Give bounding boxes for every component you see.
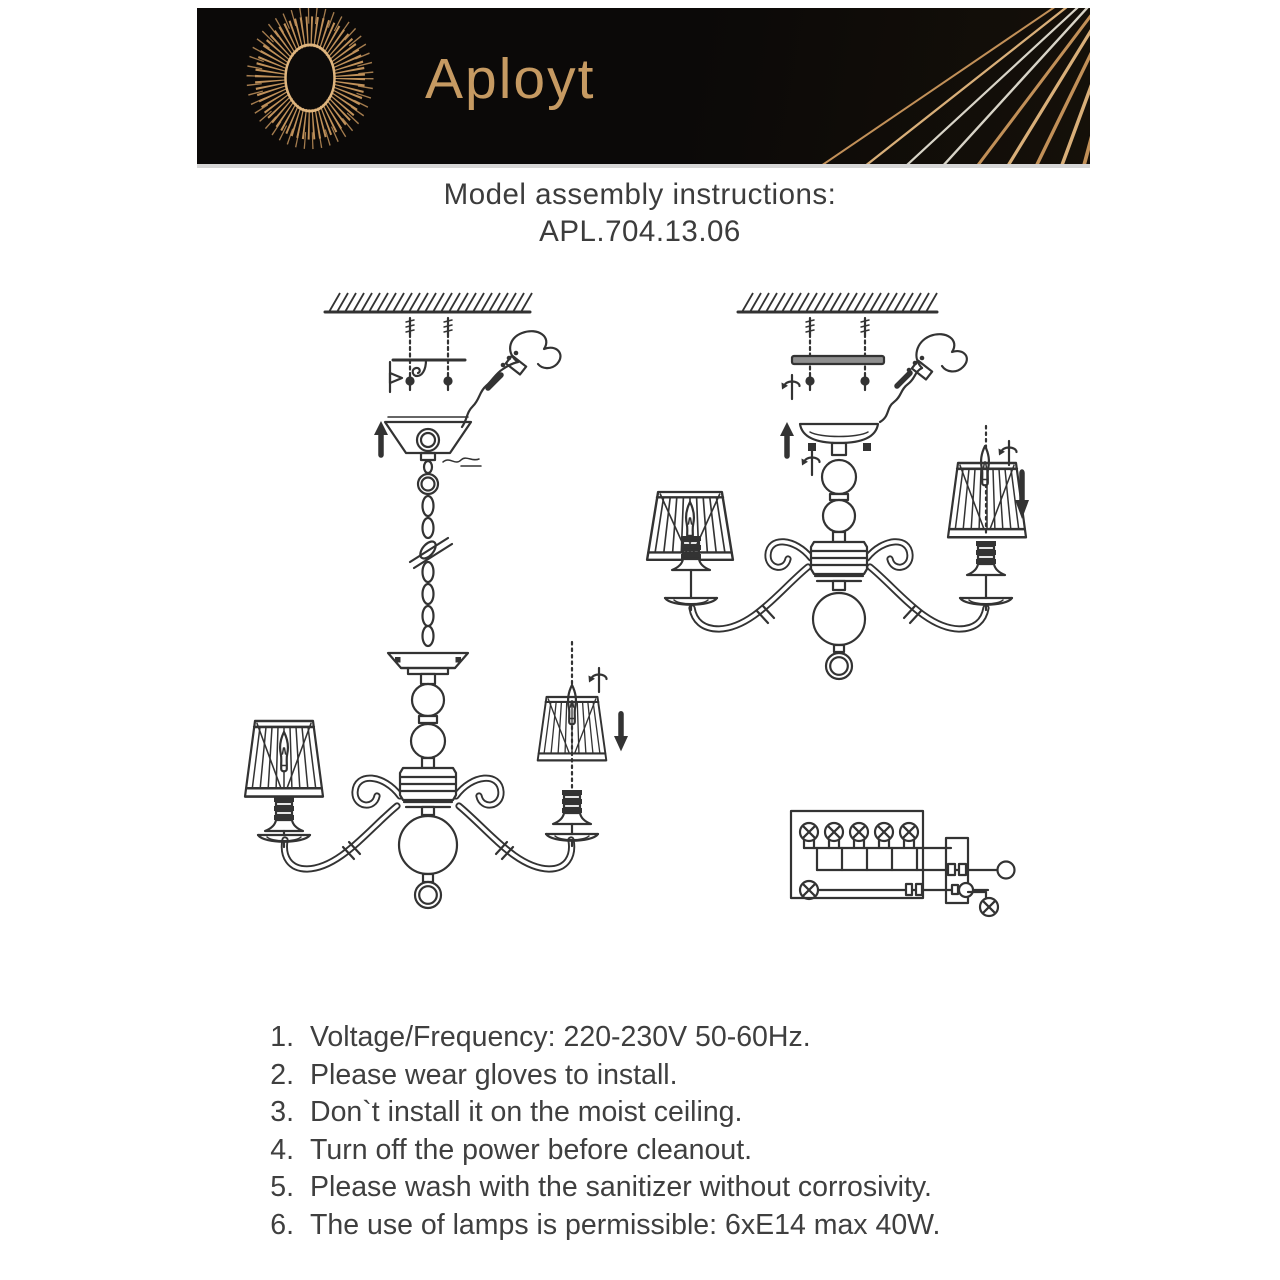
drip-pan	[546, 834, 598, 846]
instruction-item	[252, 1094, 1072, 1132]
holder-symbol	[959, 883, 973, 897]
item-text: The use of lamps is permissible: 6xE14 max 40W.	[310, 1208, 941, 1241]
chandelier-arm-right	[867, 542, 986, 629]
left-lamp-assembly	[647, 492, 733, 610]
brand-logo-text: Aployt	[425, 47, 596, 111]
instruction-item	[252, 1132, 1072, 1170]
page-title	[0, 176, 1280, 250]
mounting-screws	[393, 318, 465, 390]
terminal	[916, 884, 922, 895]
drip-pan	[665, 598, 717, 610]
lamp-symbol	[850, 823, 868, 841]
lamp-symbol	[800, 823, 818, 841]
rotate-icon	[802, 451, 820, 475]
lamp-shade	[538, 697, 607, 760]
ray-fan-decoration	[815, 8, 1090, 164]
up-arrow-icon	[374, 421, 388, 455]
item-text: Don`t install it on the moist ceiling.	[310, 1096, 743, 1128]
item-number: 5.	[270, 1171, 294, 1203]
chandelier-column	[811, 443, 867, 679]
chandelier-column	[388, 653, 468, 908]
model-number: APL.704.13.06	[539, 215, 741, 248]
assembly-diagrams	[200, 270, 1080, 1000]
instruction-item	[252, 1019, 1072, 1057]
item-text: Please wash with the sanitizer without corrosivity.	[310, 1171, 932, 1203]
item-number: 3.	[270, 1096, 294, 1128]
hanging-chain	[410, 461, 452, 646]
banner-art	[197, 8, 1090, 164]
brand-banner	[197, 8, 1090, 168]
instruction-list	[252, 1019, 1072, 1244]
terminal	[906, 884, 912, 895]
candle-bulb	[280, 732, 288, 771]
diagram-ceiling-mount	[647, 293, 1029, 679]
ceiling-hatch	[738, 293, 937, 312]
item-text: Voltage/Frequency: 220-230V 50-60Hz.	[310, 1021, 811, 1053]
lamp-socket	[265, 797, 303, 831]
item-number: 6.	[270, 1208, 294, 1241]
detached-shade-assembly	[538, 642, 628, 846]
item-number: 4.	[270, 1133, 294, 1166]
rotate-icon	[589, 668, 607, 692]
down-arrow-icon	[614, 714, 628, 751]
item-number: 2.	[270, 1058, 294, 1091]
detached-shade-assembly	[948, 426, 1029, 610]
item-number: 1.	[270, 1021, 294, 1053]
candle-bulb	[981, 446, 989, 485]
rotate-flag-icon	[390, 362, 402, 392]
starburst-logo-icon	[254, 15, 366, 140]
left-lamp-assembly	[245, 721, 323, 847]
canopy-cone	[385, 417, 481, 466]
bus-drops	[817, 848, 917, 870]
switch-symbol	[998, 862, 1015, 879]
wiring-diagram	[791, 811, 1015, 916]
power-wire	[880, 334, 967, 422]
title-line: Model assembly instructions:	[443, 178, 837, 211]
item-text: Turn off the power before cleanout.	[310, 1133, 753, 1166]
diagram-chain-suspension	[245, 293, 628, 908]
lamp-symbol	[800, 881, 818, 899]
terminal	[948, 864, 955, 875]
lamp-symbol	[875, 823, 893, 841]
up-arrow-icon	[780, 422, 794, 456]
chandelier-arm-left	[284, 778, 400, 869]
rotate-icon	[782, 375, 800, 399]
instruction-item	[252, 1169, 1072, 1207]
lamp-symbol	[825, 823, 843, 841]
chandelier-arm-left	[692, 542, 811, 629]
lamp-socket	[553, 790, 591, 824]
candle-bulb	[686, 502, 694, 541]
item-text: Please wear gloves to install.	[310, 1058, 678, 1091]
power-wire	[462, 331, 560, 427]
lamp-socket	[967, 541, 1005, 575]
drip-pan	[960, 598, 1012, 610]
canopy-bracket	[443, 458, 479, 462]
instruction-item	[252, 1057, 1072, 1095]
terminal	[959, 864, 966, 875]
instruction-item	[252, 1207, 1072, 1245]
mounting-bar	[792, 356, 884, 364]
hook-icon	[413, 360, 426, 376]
lamp-symbol	[900, 823, 918, 841]
ceiling-hatch	[325, 293, 532, 312]
rotate-icon	[999, 441, 1017, 465]
mounting-screws	[792, 318, 884, 390]
lamp-shade	[948, 463, 1026, 537]
lamp-symbol	[980, 898, 998, 916]
